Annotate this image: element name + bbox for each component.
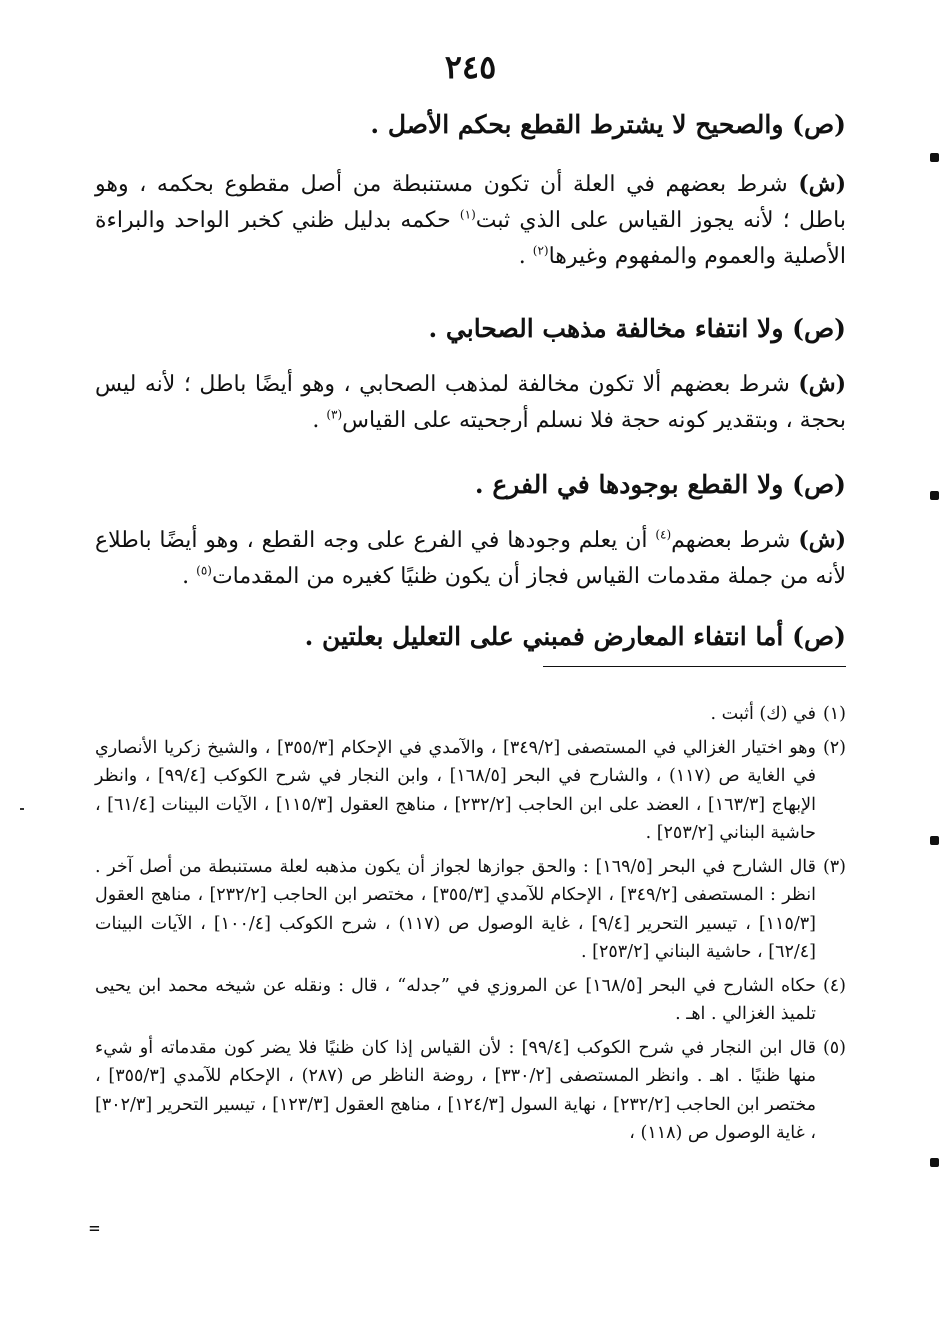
matn-1-lead: (ص) bbox=[792, 110, 846, 139]
footnote-text: قال الشارح في البحر [١٦٩/٥] : والحق جوازها لجواز أن يكون مذهبه لعلة مستنبطة من أصل آخر . انظر : المستصفى [٣٤٩/٢] ، الإحكام للآمدي [٣٥٥/٣] ، مختصر ابن الحاجب [٢٣٢/٢] ، مناهج العقول [١١٥/٣] ، تيسير التحرير [٩/٤] ، غاية الوصول ص (١١٧) ، شرح الكوكب [١٠٠/٤] ، الآيات البينات [٦٢/٤] ، حاشية البناني [٢٥٣/٢] . bbox=[95, 856, 817, 962]
footnote-text: في (ك) أثبت . bbox=[710, 704, 816, 724]
footnote-ref-4: (٤) bbox=[655, 527, 672, 542]
sharh-2-text-b: . bbox=[312, 408, 327, 433]
page-number: ٢٤٥ bbox=[444, 48, 497, 86]
sharh-3-lead: (ش) bbox=[798, 527, 846, 553]
sharh-1-text-c: . bbox=[518, 244, 533, 269]
scan-edge-mark bbox=[930, 836, 939, 845]
sharh-2-text-a: شرط بعضهم ألا تكون مخالفة لمذهب الصحابي ، وهو أيضًا باطل ؛ لأنه ليس بحجة ، وبتقدير كونه حجة فلا نسلم أرجحيته على القياس bbox=[95, 372, 846, 433]
matn-4 bbox=[95, 618, 846, 656]
footnote-number: (٣) bbox=[822, 856, 846, 877]
footnotes bbox=[95, 700, 846, 1153]
sharh-3-text-c: . bbox=[182, 564, 197, 589]
matn-3 bbox=[95, 466, 846, 504]
footnote-ref-3: (٣) bbox=[326, 407, 343, 422]
footnote-ref-5: (٥) bbox=[196, 563, 212, 578]
matn-1-text: والصحيح لا يشترط القطع بحكم الأصل . bbox=[370, 110, 784, 139]
matn-4-lead: (ص) bbox=[792, 622, 846, 651]
sharh-3-text-a: شرط بعضهم bbox=[671, 528, 791, 553]
sharh-2-lead: (ش) bbox=[798, 371, 846, 397]
matn-1 bbox=[95, 106, 846, 144]
footnote-ref-2: (٢) bbox=[532, 243, 549, 258]
sharh-1 bbox=[95, 166, 846, 275]
footnote-item bbox=[95, 853, 846, 967]
matn-3-lead: (ص) bbox=[792, 470, 846, 499]
footnote-text: وهو اختيار الغزالي في المستصفى [٣٤٩/٢] ، والآمدي في الإحكام [٣٥٥/٣] ، والشيخ زكريا الأنصاري في الغاية ص (١١٧) ، والشارح في البحر [١٦٨/٥] ، وابن النجار في شرح الكوكب [٩٩/٤] ، وانظر الإبهاج [١٦٣/٣] ، العضد على ابن الحاجب [٢٣٢/٢] ، مناهج العقول [١١٥/٣] ، الآيات البينات [٦١/٤] ، حاشية البناني [٢٥٣/٢] . bbox=[95, 737, 816, 843]
sharh-2 bbox=[95, 366, 846, 439]
footnote-item bbox=[95, 700, 846, 729]
scan-edge-mark bbox=[930, 153, 939, 162]
matn-4-text: أما انتفاء المعارض فمبني على التعليل بعلتين . bbox=[304, 622, 784, 651]
footnote-number: (٢) bbox=[822, 737, 846, 758]
sharh-1-lead: (ش) bbox=[798, 171, 846, 197]
matn-2-text: ولا انتفاء مخالفة مذهب الصحابي . bbox=[428, 314, 784, 343]
sharh-1-text-a: شرط بعضهم في العلة أن تكون مستنبطة من أصل مقطوع بحكمه ، وهو باطل ؛ لأنه يجوز القياس على الذي ثبت bbox=[95, 172, 846, 233]
footnote-item bbox=[95, 734, 846, 848]
scan-edge-mark bbox=[930, 1158, 939, 1167]
sharh-3-text-b: أن يعلم وجودها في الفرع على وجه القطع ، وهو أيضًا باطلاع لأنه من جملة مقدمات القياس فجاز أن يكون ظنيًا كغيره من المقدمات bbox=[95, 528, 846, 589]
footnote-text: قال ابن النجار في شرح الكوكب [٩٩/٤] : لأن القياس إذا كان ظنيًا فلا يضر كون مقدماته أو شيء منها ظنيًا . اهـ . وانظر المستصفى [٣٣٠/٢] ، روضة الناظر ص (٢٨٧) ، الإحكام للآمدي [٣٥٥/٣] ، مختصر ابن الحاجب [٢٣٢/٢] ، نهاية السول [١٢٤/٣] ، مناهج العقول [١٢٣/٣] ، تيسير التحرير [٣٠٢/٣] ، غاية الوصول ص (١١٨) ، bbox=[95, 1037, 817, 1143]
continuation-mark: = bbox=[89, 1218, 100, 1239]
footnote-number: (١) bbox=[822, 704, 846, 724]
scan-speck bbox=[20, 808, 24, 810]
sharh-3 bbox=[95, 522, 846, 595]
footnote-number: (٥) bbox=[822, 1037, 846, 1058]
footnote-number: (٤) bbox=[822, 975, 846, 996]
sharh-1-text-b: حكمه بدليل ظني كخبر الواحد والبراءة الأصلية والعموم والمفهوم وغيرها bbox=[95, 208, 846, 269]
footnote-item bbox=[95, 972, 846, 1029]
scan-edge-mark bbox=[930, 491, 939, 500]
footnote-ref-1: (١) bbox=[459, 207, 476, 222]
matn-2-lead: (ص) bbox=[792, 314, 846, 343]
footnote-text: حكاه الشارح في البحر [١٦٨/٥] عن المروزي في ”جدله“ ، قال : ونقله عن شيخه محمد ابن يحيى تلميذ الغزالي . اهـ . bbox=[95, 975, 816, 1024]
matn-2 bbox=[95, 310, 846, 348]
footnote-separator bbox=[543, 666, 846, 667]
matn-3-text: ولا القطع بوجودها في الفرع . bbox=[474, 470, 784, 499]
footnote-item bbox=[95, 1034, 846, 1148]
